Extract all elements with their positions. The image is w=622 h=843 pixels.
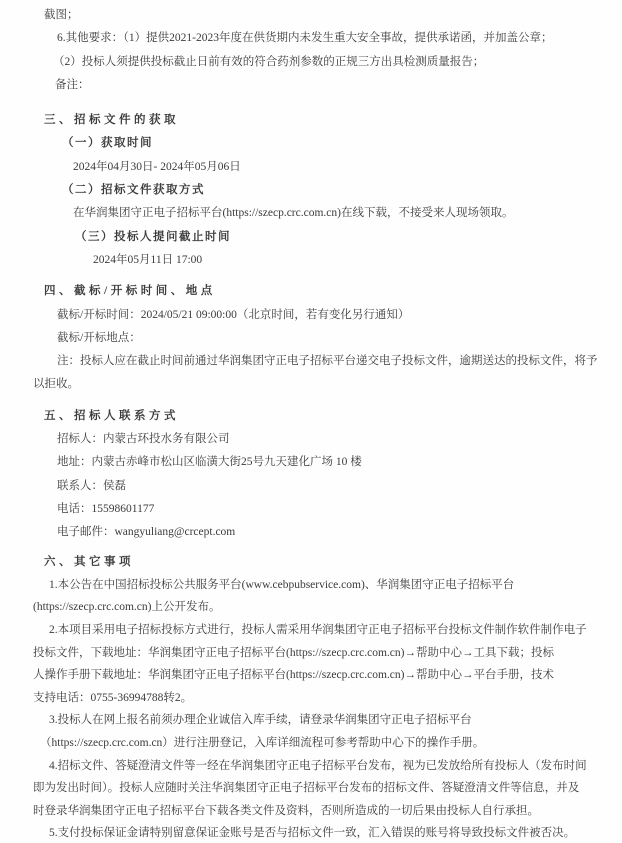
contact-tenderer-line: 招标人：内蒙古环投水务有限公司 — [57, 433, 230, 446]
contact-phone-line: 电话：15598601177 — [57, 502, 155, 515]
preamble-requirement-2: （2）投标人须提供投标截止日前有效的符合药剂参数的正规三方出具检测质量报告； — [53, 55, 485, 68]
contact-email-line: 电子邮件：wangyuliang@crcept.com — [57, 526, 236, 539]
question-deadline-value: 2024年05月11日 17:00 — [93, 253, 203, 266]
other-item-1-line-2: (https://szecp.crc.com.cn)上公开发布。 — [33, 601, 221, 614]
obtain-method-subheading: （二）招标文件获取方式 — [62, 184, 205, 197]
obtain-time-range: 2024年04月30日- 2024年05月06日 — [73, 160, 241, 173]
preamble-other-requirements: 6.其他要求：（1）提供2021-2023年度在供货期内未发生重大安全事故，提供承诺函，并加盖公章； — [57, 32, 553, 45]
other-item-1-line-1: 1.本公告在中国招标投标公共服务平台(www.cebpubservice.com)、华润集团守正电子招标平台 — [49, 578, 515, 591]
section-document-obtain — [33, 109, 594, 272]
other-item-2-line-3: 人操作手册下载地址：华润集团守正电子招标平台(https://szecp.crc.com.cn)→帮助中心→平台手册，技术 — [33, 669, 554, 682]
section-bid-opening — [33, 280, 598, 396]
preamble-section — [33, 4, 594, 97]
other-item-3-line-2: （https://szecp.crc.com.cn）进行注册登记，入库详细流程可参考帮助中心下的操作手册。 — [40, 736, 485, 749]
section-other-heading: 六、其它事项 — [44, 555, 134, 568]
open-time-line: 截标/开标时间：2024/05/21 09:00:00（北京时间，若有变化另行通知） — [57, 308, 410, 321]
section-contact-heading: 五、招标人联系方式 — [44, 409, 179, 422]
section-tenderer-contact — [33, 405, 594, 545]
section-obtain-heading: 三、招标文件的获取 — [44, 114, 179, 127]
other-item-4-line-3: 时登录华润集团守正电子招标平台下载各类文件及资料，否则所造成的一切后果由投标人自行承担。 — [33, 804, 539, 817]
other-item-4-line-2: 即为发出时间）。投标人应随时关注华润集团守正电子招标平台发布的招标文件、答疑澄清文件等信息，并及 — [33, 782, 580, 795]
open-note-line-1: 注：投标人应在截止时间前通过华润集团守正电子招标平台递交电子投标文件，逾期送达的投标文件，将予 — [57, 355, 598, 368]
open-note-line-2: 以拒收。 — [33, 378, 79, 391]
preamble-remarks-label: 备注： — [55, 78, 90, 91]
other-item-2-line-2: 投标文件，下载地址：华润集团守正电子招标平台(https://szecp.crc.com.cn)→帮助中心→工具下载；投标 — [33, 646, 554, 659]
other-item-2-line-4: 支持电话：0755-36994788转2。 — [33, 691, 193, 704]
other-item-3-line-1: 3.投标人在网上报名前须办理企业诚信入库手续，请登录华润集团守正电子招标平台 — [49, 714, 472, 727]
preamble-screenshot-label: 截图； — [44, 9, 79, 21]
contact-address-line: 地址：内蒙古赤峰市松山区临潢大街25号九天建化广场 10 楼 — [57, 456, 362, 469]
section-other-matters — [33, 551, 594, 843]
open-place-line: 截标/开标地点： — [57, 331, 141, 344]
contact-person-line: 联系人：侯磊 — [57, 479, 126, 492]
section-open-heading: 四、截标/开标时间、地点 — [44, 285, 216, 298]
obtain-time-subheading: （一）获取时间 — [62, 137, 153, 150]
other-item-4-line-1: 4.招标文件、答疑澄清文件等一经在华润集团守正电子招标平台发布，视为已发放给所有投标人（发布时间 — [49, 759, 587, 772]
other-item-5-line-1: 5.支付投标保证金请特别留意保证金账号是否与招标文件一致，汇入错误的账号将导致投标文件被否决。 — [49, 827, 576, 840]
obtain-method-text: 在华润集团守正电子招标平台(https://szecp.crc.com.cn)在线下载，不接受来人现场领取。 — [73, 207, 514, 220]
other-item-2-line-1: 2.本项目采用电子招标投标方式进行，投标人需采用华润集团守正电子招标平台投标文件制作软件制作电子 — [49, 624, 587, 637]
question-deadline-subheading: （三）投标人提问截止时间 — [75, 230, 231, 243]
